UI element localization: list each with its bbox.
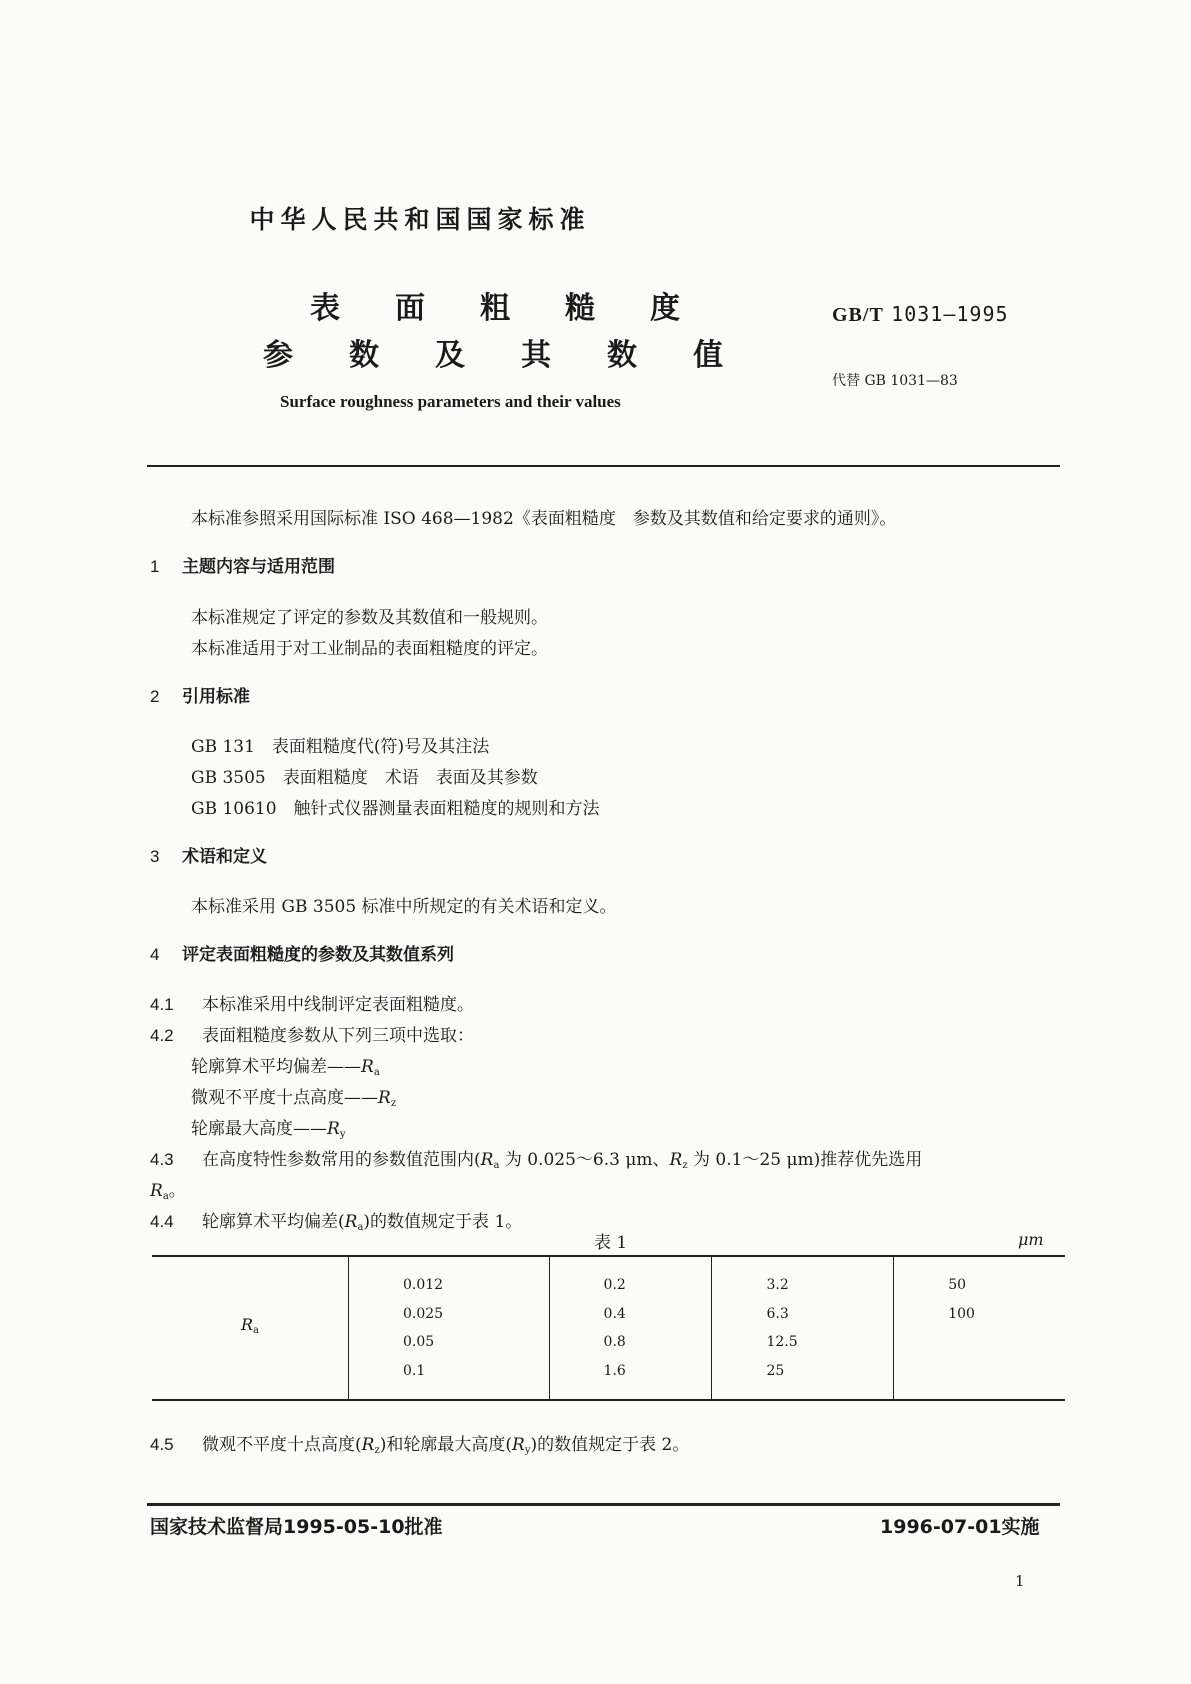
table-column <box>549 1256 712 1400</box>
title-char: 值 <box>693 338 723 373</box>
parameter-ry <box>191 1114 345 1140</box>
clause-number: 4.4 <box>150 1212 174 1231</box>
parameter-label: 轮廓最大高度—— <box>191 1119 327 1139</box>
table-1-unit: μm <box>1018 1230 1044 1249</box>
section-4-heading <box>150 940 454 965</box>
clause-4-4: 4.4 轮廓算术平均偏差(Ra)的数值规定于表 1。 <box>150 1212 523 1233</box>
table-cell: 12.5 <box>766 1334 798 1350</box>
table-row <box>152 1256 1065 1400</box>
s3-paragraph: 本标准采用 GB 3505 标准中所规定的有关术语和定义。 <box>191 897 617 917</box>
clause-text: 本标准采用中线制评定表面粗糙度。 <box>202 995 474 1015</box>
table-cell: 6.3 <box>766 1305 789 1322</box>
table-cell: 100 <box>948 1305 975 1322</box>
section-2-heading <box>150 682 250 707</box>
ra-symbol: Ra <box>150 1181 169 1202</box>
replaces-note: 代替 GB 1031—83 <box>832 373 958 389</box>
table-cell: 50 <box>948 1277 967 1293</box>
title-char: 数 <box>349 338 379 373</box>
ra-symbol: Ra <box>361 1057 380 1078</box>
clause-4-3-continuation: Ra。 <box>150 1181 186 1202</box>
parameter-ra <box>191 1052 380 1078</box>
parameter-rz <box>191 1083 396 1109</box>
clause-number: 4.2 <box>150 1026 174 1045</box>
ry-symbol: Ry <box>512 1435 531 1456</box>
table-cell: 0.05 <box>403 1334 435 1350</box>
ry-symbol: Ry <box>327 1119 346 1140</box>
standard-prefix: GB/T <box>832 304 884 326</box>
national-standard-heading: 中华人民共和国国家标准 <box>249 205 591 234</box>
clause-number: 4.1 <box>150 995 174 1014</box>
table-column <box>894 1256 1065 1400</box>
section-title: 评定表面粗糙度的参数及其数值系列 <box>182 945 454 965</box>
intro-paragraph: 本标准参照采用国际标准 ISO 468—1982《表面粗糙度 参数及其数值和给定要求的通则》。 <box>191 509 897 529</box>
title-char: 及 <box>435 338 465 373</box>
section-1-heading <box>150 552 335 577</box>
title-char: 度 <box>650 291 680 326</box>
rz-symbol: Rz <box>361 1435 380 1456</box>
clause-text: 表面粗糙度参数从下列三项中选取： <box>202 1026 474 1046</box>
section-number: 1 <box>150 557 160 576</box>
table-cell: 0.025 <box>403 1305 444 1322</box>
section-number: 4 <box>150 945 160 964</box>
ra-symbol: Ra <box>344 1212 364 1233</box>
table-cell: 1.6 <box>603 1362 626 1379</box>
standard-code: 1031—1995 <box>891 302 1009 326</box>
table-cell: 0.4 <box>603 1305 626 1322</box>
clause-4-1 <box>150 990 474 1015</box>
effective-date: 1996-07-01实施 <box>880 1516 1040 1538</box>
clause-4-5: 4.5 微观不平度十点高度(Rz)和轮廓最大高度(Ry)的数值规定于表 2。 <box>150 1435 690 1456</box>
parameter-label: 微观不平度十点高度—— <box>191 1088 378 1108</box>
reference-item: GB 131 表面粗糙度代(符)号及其注法 <box>191 737 490 757</box>
title-char: 粗 <box>480 291 510 326</box>
rz-symbol: Rz <box>669 1150 688 1171</box>
standard-number <box>832 302 1009 327</box>
section-title: 引用标准 <box>182 687 250 707</box>
section-title: 术语和定义 <box>182 847 267 867</box>
header-rule <box>147 465 1060 467</box>
table-cell: 25 <box>766 1362 785 1379</box>
table-column <box>712 1256 894 1400</box>
table-column <box>349 1256 550 1400</box>
clause-number: 4.5 <box>150 1435 174 1454</box>
title-char: 糙 <box>565 291 595 326</box>
parameter-label: 轮廓算术平均偏差—— <box>191 1057 361 1077</box>
section-number: 3 <box>150 847 160 866</box>
reference-item: GB 3505 表面粗糙度 术语 表面及其参数 <box>191 768 538 788</box>
page-number: 1 <box>1015 1572 1025 1590</box>
reference-item: GB 10610 触针式仪器测量表面粗糙度的规则和方法 <box>191 799 600 819</box>
table-cell: 3.2 <box>766 1277 789 1293</box>
table-cell: 0.8 <box>603 1334 626 1350</box>
table-1 <box>152 1255 1065 1401</box>
section-3-heading <box>150 842 267 867</box>
section-title: 主题内容与适用范围 <box>182 557 335 577</box>
section-number: 2 <box>150 687 160 706</box>
s1-paragraph-2: 本标准适用于对工业制品的表面粗糙度的评定。 <box>191 639 548 659</box>
s1-paragraph-1: 本标准规定了评定的参数及其数值和一般规则。 <box>191 608 548 628</box>
table-1-caption: 表 1 <box>594 1233 628 1253</box>
title-cn-line2 <box>263 330 723 374</box>
title-char: 表 <box>310 291 340 326</box>
table-cell: 0.2 <box>603 1277 626 1293</box>
table-cell: 0.012 <box>403 1277 444 1293</box>
ra-symbol: Ra <box>480 1150 500 1171</box>
footer-rule <box>147 1503 1060 1506</box>
rz-symbol: Rz <box>378 1088 397 1109</box>
title-char: 其 <box>521 338 551 373</box>
clause-4-3: 4.3 在高度特性参数常用的参数值范围内(Ra 为 0.025～6.3 μm、Rz 为 0.1～25 μm)推荐优先选用 <box>150 1150 923 1171</box>
title-char: 面 <box>395 291 425 326</box>
clause-4-2 <box>150 1021 474 1046</box>
table-cell: 0.1 <box>403 1362 426 1379</box>
title-char: 参 <box>263 338 293 373</box>
row-label-ra: Ra <box>240 1314 259 1336</box>
approval-date: 国家技术监督局1995-05-10批准 <box>150 1516 443 1538</box>
clause-number: 4.3 <box>150 1150 174 1169</box>
title-cn-line1 <box>310 283 680 327</box>
title-char: 数 <box>607 338 637 373</box>
title-en: Surface roughness parameters and their values <box>280 392 621 411</box>
